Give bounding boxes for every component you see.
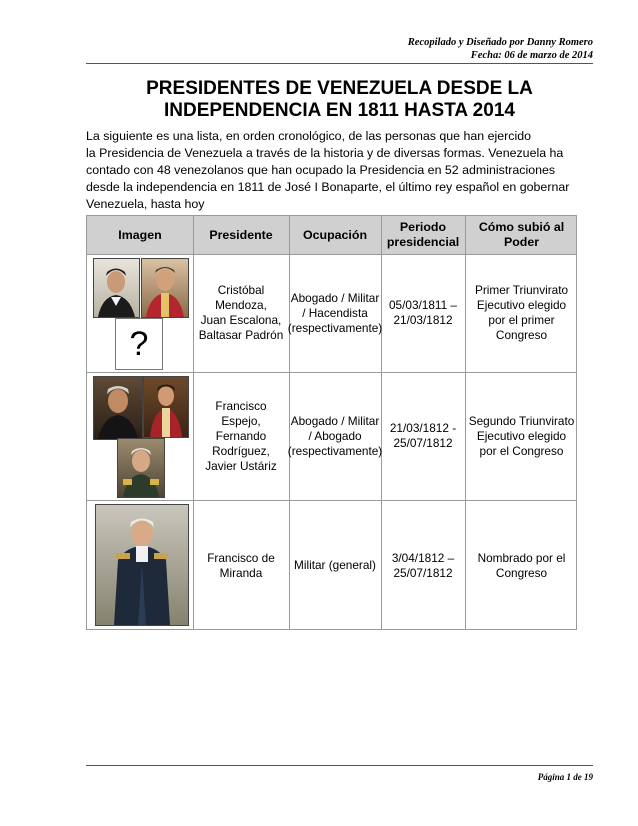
cell-text-line: Ejecutivo elegido bbox=[476, 428, 567, 443]
cell-text-line: 25/07/1812 bbox=[393, 436, 453, 450]
portrait-francisco-de-miranda bbox=[95, 504, 189, 626]
cell-periodo bbox=[381, 372, 465, 500]
cell-ocupacion bbox=[289, 500, 381, 631]
intro-line: desde la independencia en 1811 de José I Bonaparte, el último rey español en gobernar bbox=[86, 180, 570, 194]
page-number: Página 1 de 19 bbox=[537, 772, 593, 782]
cell-text-line: Miranda bbox=[219, 565, 263, 580]
cell-poder bbox=[465, 372, 578, 500]
unknown-portrait-placeholder: ? bbox=[115, 318, 163, 370]
cell-text-line: Espejo, bbox=[221, 413, 261, 428]
cell-text-line: 25/07/1812 bbox=[393, 565, 453, 580]
cell-text-line: Francisco bbox=[215, 398, 267, 413]
title-line-1: PRESIDENTES DE VENEZUELA DESDE LA bbox=[146, 78, 533, 99]
portrait-fernando-rodriguez bbox=[143, 376, 189, 438]
cell-text-line: Mendoza, bbox=[215, 298, 267, 312]
table-header bbox=[87, 216, 576, 254]
header-imagen: Imagen bbox=[118, 227, 162, 242]
intro-line: la Presidencia de Venezuela a través de la historia y de diversas formas. Venezuela ha bbox=[86, 146, 564, 160]
cell-text-line: por el primer bbox=[488, 313, 555, 327]
cell-text-line: Rodríguez, bbox=[212, 443, 270, 458]
cell-presidente bbox=[193, 500, 289, 631]
cell-text-line: Javier Ustáriz bbox=[205, 458, 277, 473]
cell-text-line: 05/03/1811 – bbox=[388, 298, 457, 312]
cell-text-line: Juan Escalona, bbox=[200, 313, 282, 327]
cell-text-line: 21/03/1812 - bbox=[389, 421, 457, 435]
footer-rule bbox=[86, 765, 593, 766]
cell-text-line: (respectivamente) bbox=[287, 320, 383, 335]
cell-text-line: Militar (general) bbox=[294, 558, 376, 572]
portrait-cristobal-mendoza bbox=[93, 258, 140, 318]
cell-periodo bbox=[381, 254, 465, 372]
header-date: Fecha: 06 de marzo de 2014 bbox=[470, 50, 593, 61]
page-title bbox=[86, 78, 593, 122]
cell-text-line: Francisco de bbox=[207, 550, 275, 565]
header-periodo: Periodo presidencial bbox=[386, 220, 460, 249]
portrait-francisco-espejo bbox=[93, 376, 143, 440]
cell-text-line: Cristóbal bbox=[217, 283, 265, 297]
cell-text-line: Abogado / Militar bbox=[290, 290, 380, 305]
header-author: Recopilado y Diseñado por Danny Romero bbox=[407, 37, 593, 48]
intro-line: contado con 48 venezolanos que han ocupado la Presidencia en 52 administraciones bbox=[86, 163, 556, 177]
cell-presidente bbox=[193, 372, 289, 500]
cell-text-line: Segundo Triunvirato bbox=[468, 413, 575, 428]
intro-line: La siguiente es una lista, en orden cronológico, de las personas que han ejercido bbox=[86, 129, 531, 143]
cell-text-line: (respectivamente) bbox=[287, 443, 383, 458]
cell-text-line: Primer Triunvirato bbox=[474, 283, 569, 297]
document-header bbox=[408, 36, 593, 62]
cell-text-line: 21/03/1812 bbox=[393, 313, 453, 327]
cell-text-line: / Hacendista bbox=[302, 305, 368, 320]
cell-ocupacion bbox=[289, 372, 381, 500]
presidents-table bbox=[86, 215, 577, 630]
cell-poder bbox=[465, 254, 578, 372]
header-poder: Cómo subió al Poder bbox=[478, 220, 565, 249]
portrait-javier-ustariz bbox=[117, 438, 165, 498]
title-line-2: INDEPENDENCIA EN 1811 HASTA 2014 bbox=[164, 100, 515, 121]
portrait-juan-escalona bbox=[141, 258, 189, 318]
cell-text-line: Baltasar Padrón bbox=[198, 328, 284, 342]
cell-text-line: Abogado / Militar bbox=[290, 413, 380, 428]
intro-line: Venezuela, hasta hoy bbox=[86, 197, 205, 211]
cell-text-line: Fernando bbox=[215, 428, 267, 443]
cell-text-line: Ejecutivo elegido bbox=[476, 298, 567, 312]
cell-text-line: 3/04/1812 – bbox=[391, 550, 455, 565]
cell-text-line: Congreso bbox=[495, 565, 548, 580]
cell-text-line: Congreso bbox=[495, 328, 548, 342]
cell-text-line: por el Congreso bbox=[479, 443, 564, 458]
header-ocupacion: Ocupación bbox=[302, 227, 368, 242]
intro-paragraph bbox=[86, 128, 593, 213]
cell-presidente bbox=[193, 254, 289, 372]
header-presidente: Presidente bbox=[209, 227, 273, 242]
cell-text-line: Nombrado por el bbox=[477, 550, 566, 565]
cell-text-line: / Abogado bbox=[308, 428, 362, 443]
header-rule bbox=[86, 63, 593, 64]
cell-periodo bbox=[381, 500, 465, 631]
cell-poder bbox=[465, 500, 578, 631]
cell-ocupacion bbox=[289, 254, 381, 372]
